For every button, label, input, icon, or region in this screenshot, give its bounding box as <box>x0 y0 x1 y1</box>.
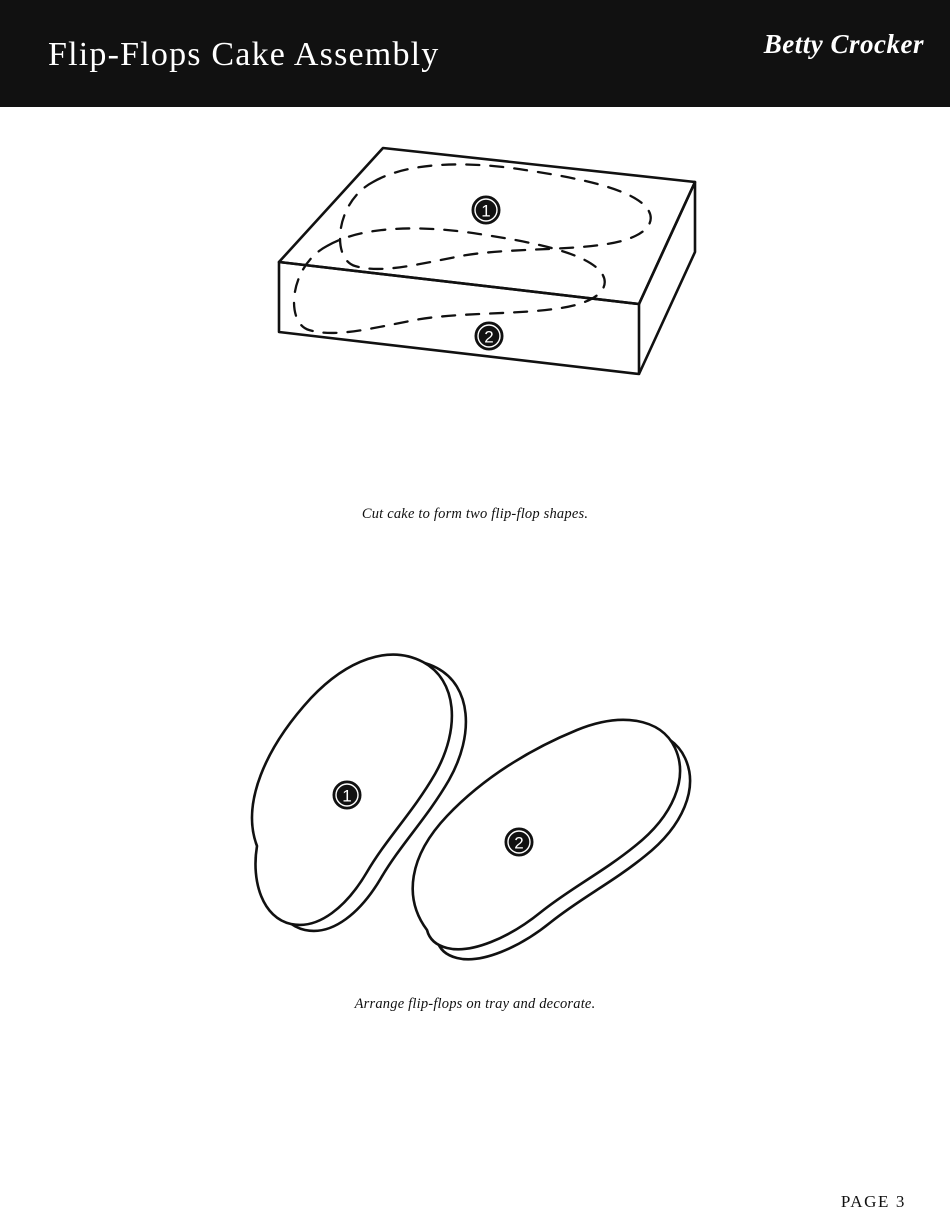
callout-1-label: 1 <box>342 786 352 806</box>
callout-2-label: 2 <box>514 833 524 853</box>
callout-2 <box>505 828 533 856</box>
figure-arrange-caption: Arrange flip-flops on tray and decorate. <box>354 996 596 1012</box>
figure-cut-cake <box>0 140 950 523</box>
cake-right-face <box>639 182 695 374</box>
cut-cake-illustration <box>175 140 775 500</box>
callout-2 <box>475 322 503 350</box>
page-number: PAGE 3 <box>840 1192 906 1211</box>
brand-logo <box>734 22 924 66</box>
callout-1-label: 1 <box>481 201 491 221</box>
brand-name: Betty Crocker <box>763 29 924 59</box>
figure-cut-caption: Cut cake to form two flip-flop shapes. <box>361 506 589 522</box>
page-header <box>0 0 950 107</box>
callout-1 <box>333 781 361 809</box>
arranged-flipflops-illustration <box>175 630 775 990</box>
callout-2-label: 2 <box>484 327 494 347</box>
cake-front-face <box>279 262 639 374</box>
figure-arrange-flipflops <box>0 630 950 1013</box>
callout-1 <box>472 196 500 224</box>
page-title: Flip-Flops Cake Assembly <box>48 36 440 73</box>
